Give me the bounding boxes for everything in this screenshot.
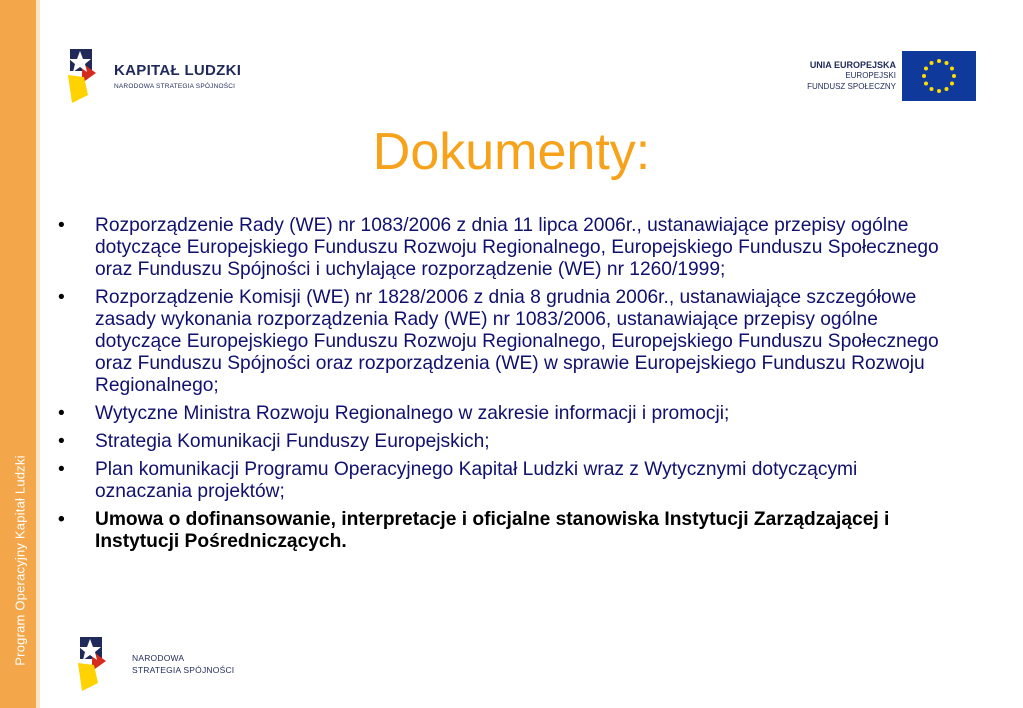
bullet-icon: •	[58, 403, 65, 424]
bullet-icon: •	[58, 215, 65, 236]
list-item: • Wytyczne Ministra Rozwoju Regionalnego w zakresie informacji i promocji;	[58, 403, 730, 424]
bullet-icon: •	[58, 509, 65, 530]
bullet-icon: •	[58, 287, 65, 308]
kapital-ludzki-logo	[62, 38, 262, 113]
star-logo-icon	[62, 43, 104, 109]
bullet-icon: •	[58, 459, 65, 480]
sidebar-band	[0, 0, 40, 708]
eu-flag-icon	[902, 51, 976, 101]
logo-subtitle: NARODOWA STRATEGIA SPÓJNOŚCI	[114, 82, 236, 90]
logo-title: KAPITAŁ LUDZKI	[114, 61, 242, 79]
page-title: Dokumenty:	[372, 123, 651, 181]
eu-line-3: FUNDUSZ SPOŁECZNY	[807, 82, 896, 91]
eu-line-1: UNIA EUROPEJSKA	[809, 60, 896, 70]
nss-logo	[72, 624, 242, 704]
bullet-icon: •	[58, 431, 65, 452]
nss-line-1: NARODOWA	[132, 653, 185, 663]
star-logo-icon	[72, 631, 114, 697]
list-item: • Plan komunikacji Programu Operacyjnego Kapitał Ludzki wraz z Wytycznymi dotyczącymi oznaczania projektów;	[58, 459, 858, 502]
list-item: • Umowa o dofinansowanie, interpretacje i oficjalne stanowiska Instytucji Zarządzającej i Instytucji Pośredniczących.	[58, 509, 890, 552]
nss-line-2: STRATEGIA SPÓJNOŚCI	[132, 665, 235, 675]
eu-line-2: EUROPEJSKI	[845, 71, 896, 80]
sidebar-vertical-text: Program Operacyjny Kapitał Ludzki	[12, 454, 28, 666]
list-item: • Rozporządzenie Rady (WE) nr 1083/2006 z dnia 11 lipca 2006r., ustanawiające przepisy ogólne dotyczące Europejskiego Funduszu Rozwoju Regionalnego, Europejskiego Funduszu Społecznego oraz Funduszu Spójności i uchylające rozporządzenie (WE) nr 1260/1999;	[58, 215, 939, 280]
document-list	[58, 215, 958, 559]
list-item: • Rozporządzenie Komisji (WE) nr 1828/2006 z dnia 8 grudnia 2006r., ustanawiające szczegółowe zasady wykonania rozporządzenia Rady (WE) nr 1083/2006, ustanawiające przepisy ogólne dotyczące Europejskiego Funduszu Rozwoju Regionalnego, Europejskiego Funduszu Społecznego oraz Funduszu Spójności oraz rozporządzenia (WE) w sprawie Europejskiego Funduszu Rozwoju Regionalnego;	[58, 287, 939, 396]
eu-logo	[788, 50, 976, 102]
list-item: • Strategia Komunikacji Funduszy Europejskich;	[58, 431, 490, 452]
